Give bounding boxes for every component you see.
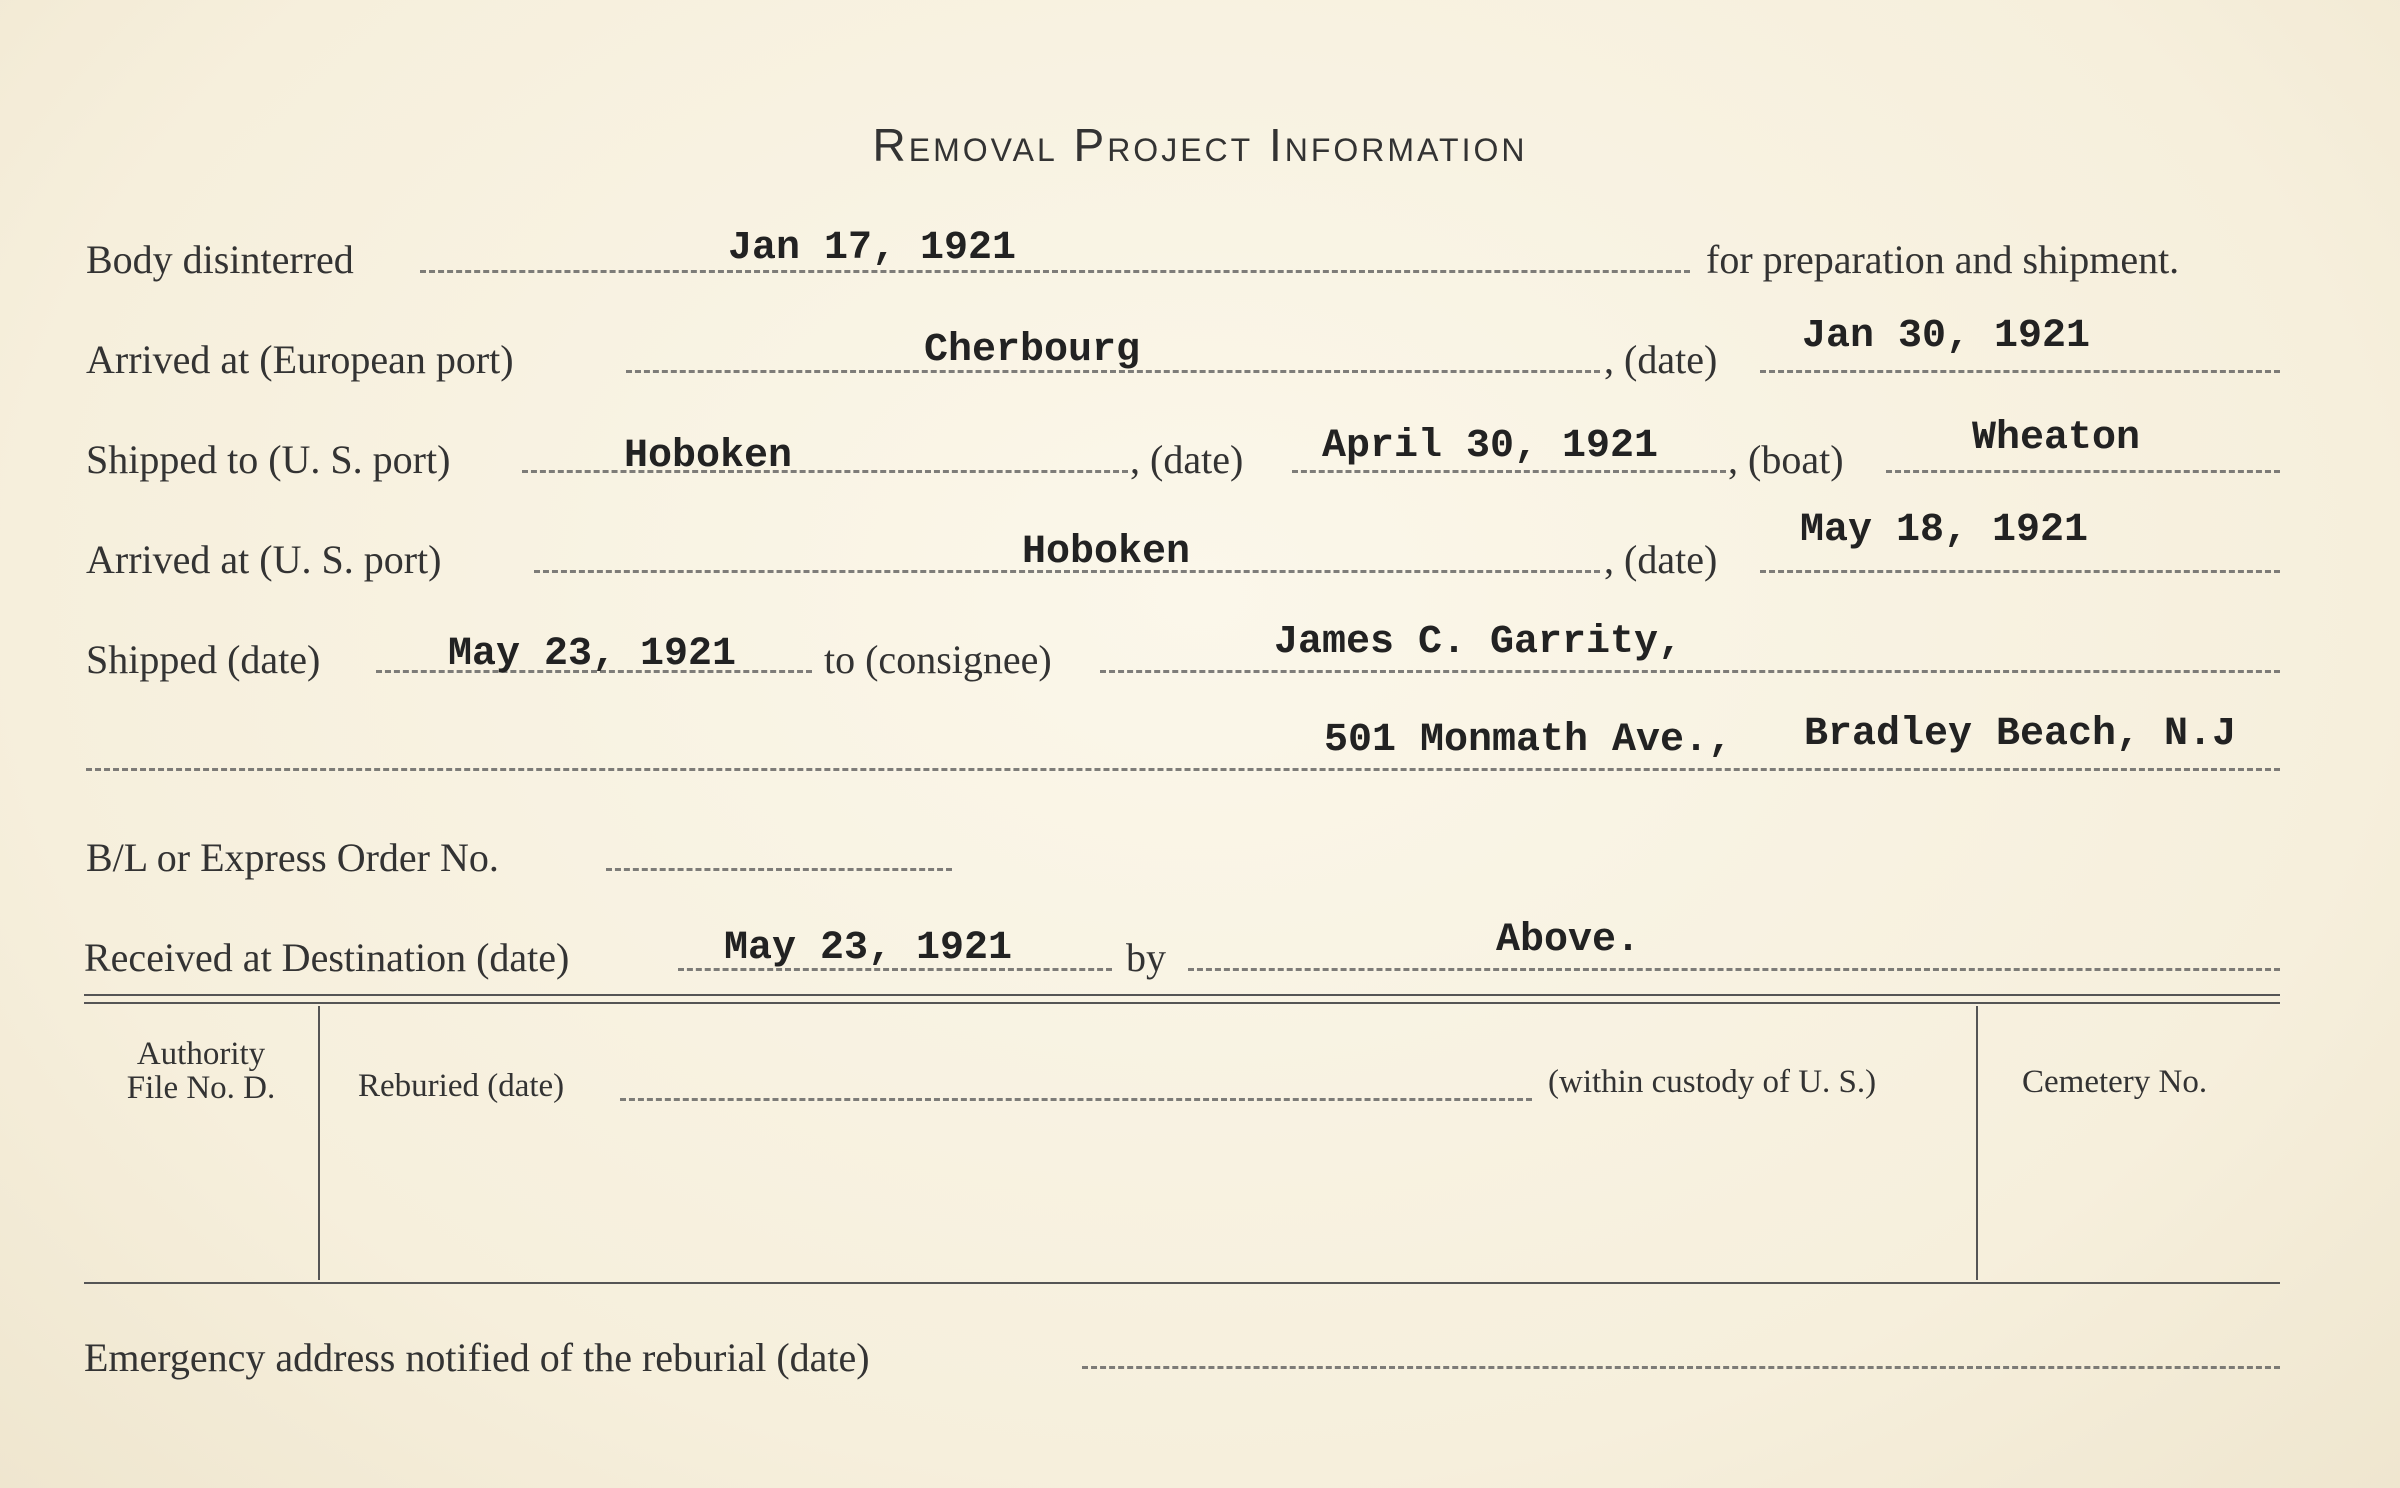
emergency-line <box>1082 1366 2280 1369</box>
address-city: Bradley Beach, N.J <box>1804 712 2237 757</box>
address-line <box>86 768 2280 771</box>
consignee-name: James C. Garrity, <box>1274 620 1683 665</box>
arrived-us-date: May 18, 1921 <box>1800 508 2089 553</box>
bl-line <box>606 868 952 871</box>
shipped-us-label: Shipped to (U. S. port) <box>86 437 451 482</box>
received-label: Received at Destination (date) <box>84 935 570 980</box>
shipped-us-date-label: , (date) <box>1130 437 1244 482</box>
consignee-line <box>1100 670 2280 673</box>
table-divider-left <box>318 1006 320 1280</box>
shipped-us-port-line <box>522 470 1128 473</box>
arrived-eu-date-label: , (date) <box>1604 337 1718 382</box>
authority-label: Authority <box>136 1036 266 1072</box>
disinterred-label: Body disinterred <box>86 237 354 282</box>
arrived-us-date-label: , (date) <box>1604 537 1718 582</box>
reburied-label: Reburied (date) <box>358 1068 565 1104</box>
shipped-us-date-line <box>1292 470 1726 473</box>
table-divider-right <box>1976 1006 1978 1280</box>
received-date: May 23, 1921 <box>724 926 1013 971</box>
arrived-eu-port: Cherbourg <box>924 328 1141 373</box>
shipped-us-boat-label: , (boat) <box>1728 437 1844 482</box>
shipped-us-boat-line <box>1886 470 2280 473</box>
received-by: Above. <box>1496 918 1641 963</box>
received-by-label: by <box>1126 935 1166 980</box>
card-title: Removal Project Information <box>872 119 1528 171</box>
cemetery-no-label: Cemetery No. <box>2022 1064 2208 1100</box>
shipped-date-label: Shipped (date) <box>86 637 321 682</box>
file-no-label: File No. D. <box>126 1070 276 1106</box>
address-street: 501 Monmath Ave., <box>1324 718 1733 763</box>
table-top-rule-2 <box>84 1002 2280 1004</box>
bl-label: B/L or Express Order No. <box>86 835 499 880</box>
disinterred-suffix: for preparation and shipment. <box>1706 237 2180 282</box>
custody-label: (within custody of U. S.) <box>1548 1064 1877 1100</box>
table-top-rule <box>84 994 2280 996</box>
shipped-us-date: April 30, 1921 <box>1322 424 1659 469</box>
received-by-line <box>1188 968 2280 971</box>
shipped-date: May 23, 1921 <box>448 632 737 677</box>
disinterred-line <box>420 270 1690 273</box>
consignee-label: to (consignee) <box>824 637 1052 682</box>
reburied-line <box>620 1098 1532 1101</box>
arrived-eu-date: Jan 30, 1921 <box>1802 314 2091 359</box>
shipped-us-boat: Wheaton <box>1972 416 2141 461</box>
disinterred-date: Jan 17, 1921 <box>728 226 1017 271</box>
table-bottom-rule <box>84 1282 2280 1284</box>
arrived-eu-date-line <box>1760 370 2280 373</box>
shipped-us-port: Hoboken <box>624 434 793 479</box>
arrived-us-label: Arrived at (U. S. port) <box>86 537 442 582</box>
emergency-label: Emergency address notified of the reburial (date) <box>84 1335 870 1380</box>
arrived-eu-label: Arrived at (European port) <box>86 337 514 382</box>
arrived-us-date-line <box>1760 570 2280 573</box>
arrived-us-port: Hoboken <box>1022 530 1191 575</box>
